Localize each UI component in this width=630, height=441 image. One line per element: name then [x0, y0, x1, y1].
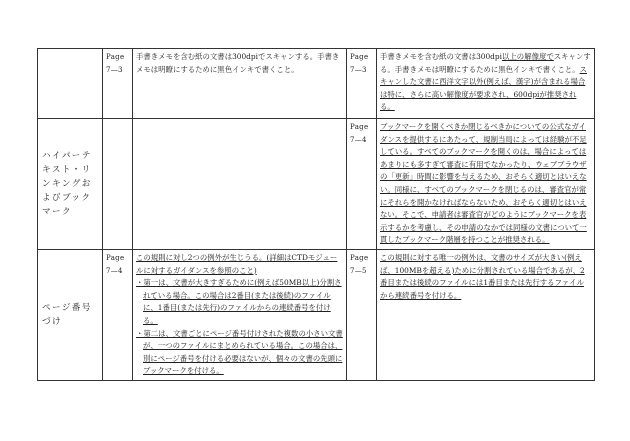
- section-cell: ページ番号づけ: [38, 249, 103, 380]
- right-page-ref: Page 7—3: [347, 49, 377, 119]
- left-text: 手書きメモを含む紙の文書は300dpiでスキャンする。手書きメモは明瞭にするために黒色インキで書くこと。: [133, 49, 347, 119]
- left-page-ref: Page 7—4: [103, 249, 133, 380]
- left-page-ref: [103, 119, 133, 250]
- right-page-ref: Page 7—5: [347, 249, 377, 380]
- left-text: [133, 119, 347, 250]
- list-item: ・第二は、文書ごとにページ番号付けされた複数の小さい文書が、一つのファイルにまとめられている場合。この場合は、別にページ番号を付ける必要はないが、個々の文書の先頭にブックマークを付ける。: [136, 328, 343, 376]
- right-text: この規則に対する唯一の例外は、文書のサイズが大きい(例えば、100MBを超える)ために分割されている場合であるが、2番目または後続のファイルには1番目または先行するファイルから連続番号を付ける。: [377, 249, 595, 380]
- right-text: 手書きメモを含む紙の文書は300dpi以上の解像度でスキャンする。手書きメモは明瞭にするために黒色インキで書くこと。スキャンした文書に西洋文字以外(例えば、漢字)が含まれる場合は特に、さらに高い解像度が要求され、600dpiが推奨される。: [377, 49, 595, 119]
- section-cell: [38, 49, 103, 119]
- table-row: [38, 49, 595, 119]
- comparison-table: [37, 48, 595, 381]
- list-item: ・第一は、文書が大きすぎるために(例えば50MB以上)分割されている場合。この場合は2番目(または後続)のファイルに、1番目(または先行)のファイルからの連続番号を付ける。: [136, 278, 342, 325]
- section-cell: ハイパーテキスト・リンキングおよびブックマーク: [38, 119, 103, 250]
- left-text: この規則に対し2つの例外が生じうる。(詳細はCTDモジュールに対するガイダンスを参照のこと) ・第一は、文書が大きすぎるために(例えば50MB以上)分割されている場合。この場合は2番目(または後続)のファイルに、1番目(または先行)のファイルからの連続番号を付ける。 ・第二は、文書ごとにページ番号付けされた複数の小さい文書が、一つのファイルにまとめられている場合。この場合は、別にページ番号を付ける必要はないが、個々の文書の先頭にブックマークを付ける。: [133, 249, 347, 380]
- table-row: [38, 119, 595, 250]
- left-page-ref: Page 7—3: [103, 49, 133, 119]
- right-page-ref: Page 7—4: [347, 119, 377, 250]
- right-text: ブックマークを開くべきか閉じるべきかについての公式なガイダンスを提供するにあたって、規制当局によっては経験が不足している。すべてのブックマークを開くのは、場合によってはあまりにも多すぎて審査に有用でなかったり、ウェブブラウザの「更新」時間に影響を与えるため、おそらく適切とはいえない。同様に、すべてのブックマークを閉じるのは、審査官が常にそれらを開かなければならないため、おそらく適切とはいえない。そこで、申請者は審査官がどのようにブックマークを表示するかを考慮し、その申請のなかでは同様の文書について一貫したブックマーク階層を持つことが推奨される。: [377, 119, 595, 250]
- table-row: [38, 249, 595, 380]
